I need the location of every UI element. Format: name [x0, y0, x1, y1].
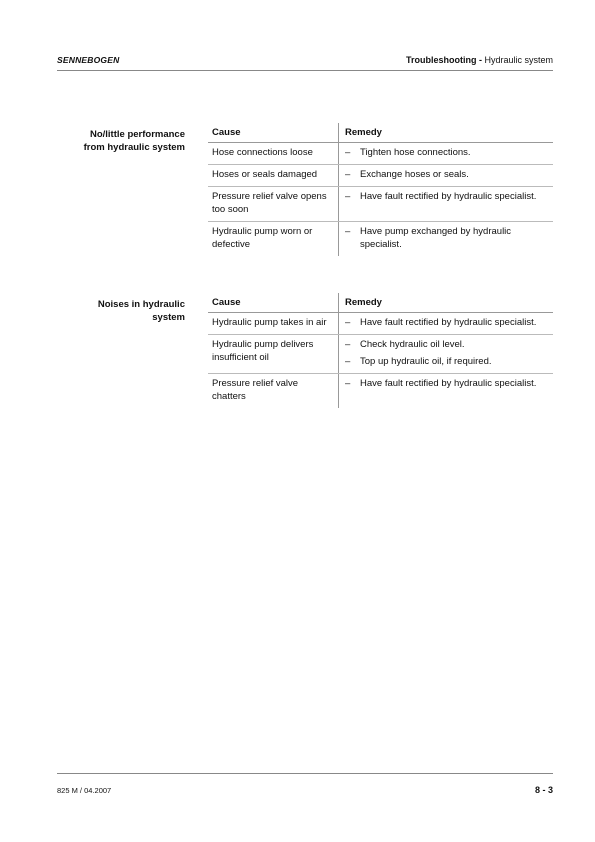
cause-cell: Hydraulic pump takes in air — [208, 313, 339, 335]
table-row — [208, 143, 553, 165]
remedy-cell — [339, 313, 554, 335]
dash-bullet: – — [345, 147, 351, 158]
dash-bullet: – — [345, 169, 351, 180]
dash-bullet: – — [345, 317, 351, 328]
remedy-text: Have fault rectified by hydraulic specialist. — [360, 317, 537, 328]
table-row — [208, 165, 553, 187]
remedy-text: Tighten hose connections. — [360, 147, 471, 158]
section-title — [40, 298, 185, 324]
table-row — [208, 335, 553, 374]
header-title-bold: Troubleshooting - — [405, 55, 485, 65]
cause-cell: Hydraulic pump worn or defective — [208, 222, 339, 257]
remedy-cell — [339, 374, 554, 409]
cause-cell: Pressure relief valve opens too soon — [208, 187, 339, 222]
table-row — [208, 187, 553, 222]
cause-cell: Hydraulic pump delivers insufficient oil — [208, 335, 339, 374]
header-rule — [57, 70, 553, 71]
cause-header: Cause — [208, 123, 339, 143]
remedy-item — [345, 377, 549, 390]
dash-bullet: – — [345, 378, 351, 389]
remedy-text: Top up hydraulic oil, if required. — [360, 356, 492, 367]
cause-cell: Hose connections loose — [208, 143, 339, 165]
remedy-text: Have pump exchanged by hydraulic specialist. — [360, 226, 512, 250]
cause-cell: Pressure relief valve chatters — [208, 374, 339, 409]
remedy-cell — [339, 143, 554, 165]
troubleshooting-table — [208, 123, 553, 256]
remedy-text: Have fault rectified by hydraulic specialist. — [360, 378, 537, 389]
remedy-cell — [339, 187, 554, 222]
remedy-header: Remedy — [339, 293, 554, 313]
section-title-line: No/little performance — [89, 129, 185, 140]
remedy-item — [345, 225, 549, 251]
dash-bullet: – — [345, 226, 351, 237]
dash-bullet: – — [345, 356, 351, 367]
remedy-item — [345, 355, 549, 368]
remedy-cell — [339, 335, 554, 374]
footer-rule — [57, 773, 553, 774]
table-header-row — [208, 123, 553, 143]
remedy-item — [345, 338, 549, 351]
section-title — [40, 128, 185, 154]
remedy-cell — [339, 222, 554, 257]
remedy-header: Remedy — [339, 123, 554, 143]
remedy-text: Check hydraulic oil level. — [360, 339, 465, 350]
section-title-line: from hydraulic system — [83, 142, 185, 153]
remedy-item — [345, 168, 549, 181]
table-row — [208, 374, 553, 409]
table-row — [208, 313, 553, 335]
dash-bullet: – — [345, 191, 351, 202]
page-header-title — [406, 55, 553, 65]
brand-logo: SENNEBOGEN — [57, 55, 120, 65]
remedy-cell — [339, 165, 554, 187]
cause-cell: Hoses or seals damaged — [208, 165, 339, 187]
remedy-text: Have fault rectified by hydraulic specialist. — [360, 191, 537, 202]
remedy-item — [345, 316, 549, 329]
section-title-line: Noises in hydraulic — [97, 299, 185, 310]
header-title-rest: Hydraulic system — [484, 55, 553, 65]
troubleshooting-table — [208, 293, 553, 408]
remedy-text: Exchange hoses or seals. — [360, 169, 469, 180]
table-row — [208, 222, 553, 257]
cause-header: Cause — [208, 293, 339, 313]
page-number: 8 - 3 — [534, 785, 553, 795]
footer-model-date: 825 M / 04.2007 — [57, 786, 112, 795]
remedy-item — [345, 146, 549, 159]
section-title-line: system — [152, 312, 185, 323]
remedy-item — [345, 190, 549, 203]
dash-bullet: – — [345, 339, 351, 350]
table-header-row — [208, 293, 553, 313]
